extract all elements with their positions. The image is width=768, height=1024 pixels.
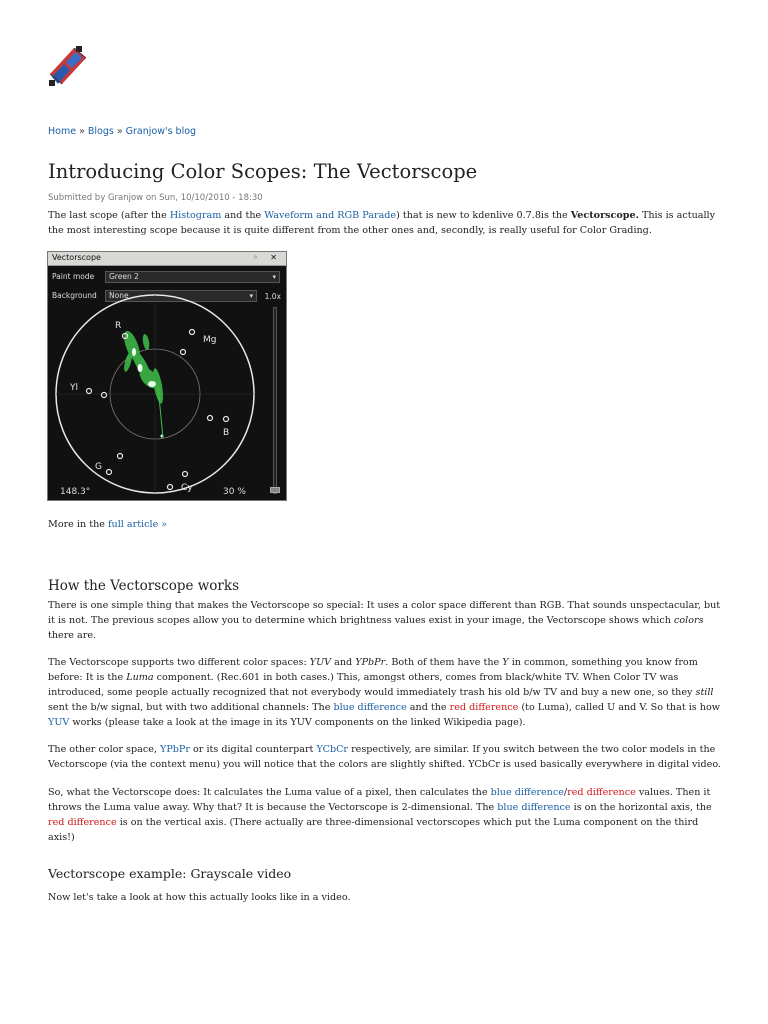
para-text: The Vectorscope supports two different color spaces:	[48, 657, 310, 668]
intro-text: The last scope (after the	[48, 210, 170, 221]
para-italic: Luma	[126, 672, 154, 683]
intro-text: ) that is new to kdenlive 0.7.8is the	[396, 210, 571, 221]
vectorscope-widget[interactable]	[47, 251, 287, 501]
red-difference-text: red difference	[567, 787, 636, 798]
submitted-info: Submitted by Granjow on Sun, 10/10/2010 - 18:30	[48, 193, 263, 203]
para-text: So, what the Vectorscope does: It calculates the Luma value of a pixel, then calculates the	[48, 787, 491, 798]
section1-paragraph-4	[48, 785, 724, 845]
para-text: sent the b/w signal, but with two additional channels: The	[48, 702, 334, 713]
waveform-link[interactable]: Waveform and RGB Parade	[264, 210, 397, 221]
ypbpr-link[interactable]: YPbPr	[160, 744, 190, 755]
scope-window-buttons[interactable]: ◦ ✕	[253, 253, 282, 262]
blue-difference-link[interactable]: blue difference	[497, 802, 571, 813]
para-text: The other color space,	[48, 744, 160, 755]
more-text: More in the	[48, 519, 108, 530]
section-heading-example: Vectorscope example: Grayscale video	[48, 866, 292, 881]
para-text: and the	[406, 702, 450, 713]
para-text: is on the vertical axis. (There actually are three-dimensional vectorscopes which put the Luma component on the third axis!)	[48, 817, 699, 843]
para-text: component. (Rec.601 in both cases.) This, amongst others, comes from black/white TV. When Color TV was introduced, some people actually recognized that not everybody would immediately trash his old b/w TV and buy a new one, so they	[48, 672, 696, 698]
kdenlive-logo-icon[interactable]	[46, 44, 90, 90]
para-italic: Y	[502, 657, 509, 668]
breadcrumb-blog-link[interactable]: Granjow's blog	[125, 126, 197, 137]
section1-paragraph-2	[48, 655, 724, 730]
intro-text: and the	[221, 210, 265, 221]
scope-angle-readout: 148.3°	[60, 487, 91, 497]
ycbcr-link[interactable]: YCbCr	[316, 744, 349, 755]
para-text: there are.	[48, 630, 97, 641]
blue-difference-link[interactable]: blue difference	[333, 702, 407, 713]
scope-label-g: G	[95, 462, 102, 472]
histogram-link[interactable]: Histogram	[169, 210, 222, 221]
full-article-link[interactable]: full article »	[107, 519, 168, 530]
background-value: None	[109, 291, 129, 300]
scope-label-cy: Cy	[181, 483, 193, 493]
page-title: Introducing Color Scopes: The Vectorscope	[48, 160, 478, 183]
breadcrumb-blogs-link[interactable]: Blogs	[87, 126, 114, 137]
paint-mode-value: Green 2	[109, 272, 139, 281]
intro-paragraph	[48, 208, 724, 238]
breadcrumb-separator: »	[79, 126, 85, 137]
para-text: works (please take a look at the image in its YUV components on the linked Wikipedia page).	[69, 717, 526, 728]
target-markers	[87, 330, 229, 490]
section-heading-how: How the Vectorscope works	[48, 578, 239, 594]
para-italic: colors	[673, 615, 704, 626]
para-text: in common, something you know from before: It is the	[48, 657, 698, 683]
scope-label-b: B	[223, 428, 230, 438]
para-text: and	[331, 657, 356, 668]
section2-paragraph-1: Now let's take a look at how this actually looks like in a video.	[48, 892, 351, 903]
background-label: Background	[52, 291, 97, 300]
scope-label-r: R	[115, 321, 122, 331]
scope-percent-readout: 30 %	[223, 487, 246, 497]
para-italic: YPbPr	[355, 657, 386, 668]
red-difference-text: red difference	[48, 817, 117, 828]
scope-label-yl: Yl	[70, 383, 78, 393]
vectorscope-bold: Vectorscope.	[570, 210, 639, 221]
para-text: respectively, are similar. If you switch between the two color models in the Vectorscope (via the context menu) you will notice that the colors are slightly shifted. YCbCr is used basically everywhere in digital video.	[48, 744, 721, 770]
section1-paragraph-3	[48, 742, 724, 772]
scope-title: Vectorscope	[52, 253, 101, 262]
para-text: or its digital counterpart	[189, 744, 317, 755]
breadcrumb-home-link[interactable]: Home	[48, 126, 77, 137]
zoom-value: 1.0x	[264, 292, 281, 301]
vectorscope-display	[48, 266, 270, 500]
paint-mode-label: Paint mode	[52, 272, 95, 281]
blue-difference-link[interactable]: blue difference	[490, 787, 564, 798]
yuv-link[interactable]: YUV	[48, 717, 70, 728]
para-text: There is one simple thing that makes the Vectorscope so special: It uses a color space different than RGB. That sounds unspectacular, but it is not. The previous scopes allow you to determine which brightness values exist in your image, the Vectorscope shows which	[48, 600, 721, 626]
breadcrumb	[48, 126, 196, 137]
para-text: values. Then it throws the Luma value away. Why that? It is because the Vectorscope is 2-dimensional. The	[48, 787, 711, 813]
chevron-down-icon: ▾	[272, 273, 276, 281]
scope-label-mg: Mg	[203, 335, 217, 345]
breadcrumb-separator: »	[116, 126, 123, 137]
more-paragraph	[48, 517, 724, 532]
para-italic: YUV	[309, 657, 332, 668]
para-text: /	[563, 787, 568, 798]
para-text: is on the horizontal axis, the	[570, 802, 712, 813]
para-text: (to Luma), called U and V. So that is how	[518, 702, 720, 713]
intro-text: This is actually the most interesting scope because it is quite different from the other ones and, secondly, is really useful for Color Grading.	[48, 210, 716, 236]
chevron-down-icon: ▾	[249, 292, 253, 300]
zoom-slider[interactable]	[273, 307, 277, 494]
scope-titlebar	[48, 252, 286, 266]
para-text: . Both of them have the	[385, 657, 503, 668]
zoom-slider-handle[interactable]	[270, 487, 280, 493]
section1-paragraph-1	[48, 598, 724, 643]
para-italic: still	[695, 687, 714, 698]
red-difference-text: red difference	[449, 702, 519, 713]
